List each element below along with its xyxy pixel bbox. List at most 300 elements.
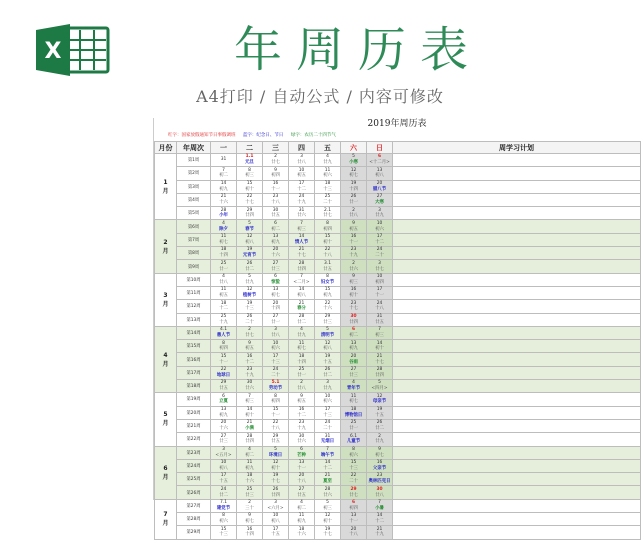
day-lunar: 夏至 <box>323 479 332 485</box>
day-lunar: 除夕 <box>219 226 228 232</box>
day-date: 18 <box>324 180 331 186</box>
col-wed: 三 <box>263 142 289 154</box>
day-date: 6.1 <box>350 433 357 439</box>
day-lunar: 十八 <box>271 200 280 206</box>
day-date: 11 <box>220 287 227 293</box>
plan-cell[interactable] <box>393 167 641 180</box>
day-cell <box>367 406 393 419</box>
day-date: 24 <box>376 247 383 253</box>
calendar-sheet <box>153 118 640 538</box>
day-lunar: 初三 <box>245 173 254 179</box>
day-date: 5 <box>352 154 355 160</box>
table-row <box>155 526 641 539</box>
day-date: 28 <box>324 486 331 492</box>
day-lunar: 初五 <box>219 293 228 299</box>
sheet-title: 2019年周历表 <box>367 119 427 129</box>
plan-cell[interactable] <box>393 193 641 206</box>
day-lunar: 初十 <box>375 346 384 352</box>
day-date: 10 <box>272 513 279 519</box>
plan-cell[interactable] <box>393 260 641 273</box>
day-date: 22 <box>246 194 253 200</box>
day-date: 5 <box>378 380 381 386</box>
day-cell <box>237 513 263 526</box>
day-cell <box>315 406 341 419</box>
day-date: 30 <box>350 313 357 319</box>
day-cell <box>211 313 237 326</box>
day-lunar: 十八 <box>349 532 358 538</box>
day-cell <box>341 433 367 446</box>
day-lunar: 廿七 <box>271 160 280 166</box>
day-cell <box>315 207 341 220</box>
day-date: 26 <box>376 420 383 426</box>
day-cell <box>289 220 315 233</box>
day-cell <box>289 326 315 339</box>
day-cell <box>367 180 393 193</box>
day-lunar: 十二 <box>323 465 332 471</box>
day-cell <box>341 220 367 233</box>
day-date: 27 <box>220 433 227 439</box>
day-date: 16 <box>246 353 253 359</box>
day-cell <box>341 446 367 459</box>
day-lunar: 廿九 <box>375 439 384 445</box>
plan-cell[interactable] <box>393 340 641 353</box>
day-cell <box>341 419 367 432</box>
day-date: 28 <box>246 433 253 439</box>
day-cell <box>211 433 237 446</box>
day-lunar: 劳动节 <box>268 386 283 392</box>
week-number: 第11周 <box>177 286 211 299</box>
table-row <box>155 433 641 446</box>
day-date: 14 <box>376 513 383 519</box>
day-cell <box>367 513 393 526</box>
day-lunar: 廿六 <box>297 213 306 219</box>
day-date: 3 <box>378 260 381 266</box>
excel-logo-letter: X <box>44 39 62 64</box>
day-date: 22 <box>324 300 331 306</box>
plan-cell[interactable] <box>393 300 641 313</box>
day-lunar: 芒种 <box>297 452 306 458</box>
day-date: 7 <box>326 446 329 452</box>
day-cell <box>263 273 289 286</box>
plan-cell[interactable] <box>393 459 641 472</box>
day-lunar: <十二月> <box>369 160 390 166</box>
day-cell <box>367 273 393 286</box>
day-cell <box>367 207 393 220</box>
day-lunar: 廿三 <box>245 492 254 498</box>
plan-cell[interactable] <box>393 207 641 220</box>
week-number: 第15周 <box>177 340 211 353</box>
day-cell <box>367 419 393 432</box>
day-lunar: 二十 <box>323 426 332 432</box>
day-cell <box>367 433 393 446</box>
day-cell <box>341 499 367 512</box>
week-number: 第20周 <box>177 406 211 419</box>
day-date: 17 <box>376 234 383 240</box>
day-cell <box>237 353 263 366</box>
week-number: 第23周 <box>177 446 211 459</box>
day-cell <box>263 459 289 472</box>
day-date: 5 <box>248 220 251 226</box>
day-lunar: 十四 <box>271 306 280 312</box>
day-cell <box>263 286 289 299</box>
plan-cell[interactable] <box>393 433 641 446</box>
day-lunar: 奥林匹克日 <box>368 479 391 485</box>
table-row <box>155 473 641 486</box>
day-lunar: 廿七 <box>375 266 384 272</box>
day-date: 31 <box>298 207 305 213</box>
week-number: 第16周 <box>177 353 211 366</box>
day-date: 13 <box>350 340 357 346</box>
day-lunar: 十五 <box>219 479 228 485</box>
day-lunar: 十九 <box>375 532 384 538</box>
day-cell <box>367 154 393 167</box>
day-cell <box>237 260 263 273</box>
plan-cell[interactable] <box>393 499 641 512</box>
day-cell <box>211 459 237 472</box>
day-date: 3.1 <box>324 260 331 266</box>
month-cell: 6 月 <box>155 446 177 499</box>
day-date: 14 <box>324 460 331 466</box>
day-lunar: 廿一 <box>297 372 306 378</box>
day-date: 21 <box>376 526 383 532</box>
day-date: 9 <box>352 220 355 226</box>
plan-cell[interactable] <box>393 233 641 246</box>
table-row <box>155 459 641 472</box>
month-cell: 1 月 <box>155 154 177 220</box>
day-lunar: 初三 <box>349 279 358 285</box>
day-lunar: 廿二 <box>219 492 228 498</box>
day-date: 14 <box>298 287 305 293</box>
day-date: 12 <box>324 513 331 519</box>
day-lunar: 廿九 <box>297 333 306 338</box>
table-row <box>155 313 641 326</box>
day-lunar: 廿七 <box>349 492 358 498</box>
day-lunar: 廿三 <box>271 266 280 272</box>
day-date: 8 <box>326 220 329 226</box>
day-date: 19 <box>272 473 279 479</box>
day-date: 21 <box>246 420 253 426</box>
day-cell <box>263 193 289 206</box>
day-date: 1.1 <box>245 154 254 160</box>
day-lunar: 初十 <box>323 239 332 245</box>
day-cell <box>367 353 393 366</box>
day-lunar: 初二 <box>245 452 254 458</box>
plan-cell[interactable] <box>393 526 641 539</box>
day-date: 19 <box>324 353 331 359</box>
day-cell <box>237 526 263 539</box>
day-date: 13 <box>376 167 383 173</box>
col-mon: 一 <box>211 142 237 154</box>
day-date: 5.1 <box>271 380 280 386</box>
day-cell <box>263 300 289 313</box>
day-cell <box>341 486 367 499</box>
day-date: 2 <box>274 154 277 160</box>
day-cell <box>315 380 341 393</box>
day-cell <box>341 313 367 326</box>
day-date: 6 <box>222 393 225 399</box>
plan-cell[interactable] <box>393 286 641 299</box>
day-cell <box>211 340 237 353</box>
day-date: 30 <box>298 433 305 439</box>
day-cell <box>237 499 263 512</box>
day-lunar: 廿九 <box>323 386 332 392</box>
day-lunar: 廿二 <box>323 372 332 378</box>
day-date: 22 <box>350 473 357 479</box>
day-cell <box>237 419 263 432</box>
day-date: 6 <box>377 154 382 160</box>
day-date: 19 <box>246 247 253 253</box>
week-number: 第8周 <box>177 247 211 260</box>
day-lunar: 二十 <box>245 319 254 325</box>
plan-cell[interactable] <box>393 220 641 233</box>
day-lunar: 十三 <box>219 532 228 538</box>
day-lunar: 十四 <box>349 186 358 192</box>
day-lunar: 廿九 <box>375 213 384 219</box>
plan-cell[interactable] <box>393 486 641 499</box>
plan-cell[interactable] <box>393 406 641 419</box>
day-cell <box>315 366 341 379</box>
plan-cell[interactable] <box>393 154 641 167</box>
day-cell <box>237 393 263 406</box>
day-date: 18 <box>220 247 227 253</box>
day-date: 6 <box>274 220 277 226</box>
day-lunar: 廿六 <box>245 386 254 392</box>
day-date: 15 <box>324 234 331 240</box>
day-date: 20 <box>272 300 279 306</box>
day-cell <box>289 300 315 313</box>
day-date: 17 <box>272 353 279 359</box>
day-lunar: 腊八节 <box>372 186 387 192</box>
plan-cell[interactable] <box>393 353 641 366</box>
day-date: 14 <box>220 180 227 186</box>
day-lunar: 初九 <box>271 239 280 245</box>
col-tue: 二 <box>237 142 263 154</box>
day-cell <box>263 499 289 512</box>
day-date: 21 <box>376 353 383 359</box>
day-date: 21 <box>324 473 331 479</box>
day-date: 4 <box>222 220 225 226</box>
day-cell <box>289 273 315 286</box>
plan-cell[interactable] <box>393 513 641 526</box>
day-date: 27 <box>298 486 305 492</box>
day-date: 13 <box>298 460 305 466</box>
day-date: 17 <box>376 287 383 293</box>
plan-cell[interactable] <box>393 380 641 393</box>
week-number: 第26周 <box>177 486 211 499</box>
month-cell: 3 月 <box>155 273 177 326</box>
day-lunar: 初七 <box>271 293 280 299</box>
day-date: 29 <box>220 380 227 386</box>
day-lunar: 十八 <box>323 253 332 259</box>
day-date: 16 <box>298 406 305 412</box>
day-date: 19 <box>246 300 253 306</box>
day-date: 31 <box>324 433 331 439</box>
plan-cell[interactable] <box>393 473 641 486</box>
day-lunar: 小年 <box>219 213 228 219</box>
day-cell <box>289 433 315 446</box>
plan-cell[interactable] <box>393 247 641 260</box>
day-cell <box>289 473 315 486</box>
day-date: 6 <box>274 274 277 280</box>
day-cell <box>263 154 289 167</box>
day-date: 14 <box>298 234 305 240</box>
day-lunar: 廿九 <box>323 160 332 166</box>
day-date: 6 <box>300 446 303 452</box>
day-lunar: <二月> <box>293 279 310 285</box>
day-lunar: 十八 <box>375 306 384 312</box>
day-date: 16 <box>350 234 357 240</box>
day-lunar: 小暑 <box>375 505 384 511</box>
day-cell <box>315 193 341 206</box>
plan-cell[interactable] <box>393 273 641 286</box>
week-number: 第13周 <box>177 313 211 326</box>
day-date: 27 <box>272 313 279 319</box>
day-lunar: 十五 <box>323 359 332 365</box>
day-lunar: 环境日 <box>268 452 283 458</box>
day-lunar: 廿六 <box>297 439 306 445</box>
day-cell <box>289 459 315 472</box>
day-cell <box>315 326 341 339</box>
day-cell <box>341 459 367 472</box>
day-lunar: 元宵节 <box>242 253 257 259</box>
day-date: 8 <box>352 446 355 452</box>
day-cell <box>367 260 393 273</box>
day-lunar: 十九 <box>297 200 306 206</box>
day-lunar: 初五 <box>245 346 254 352</box>
day-date: 11 <box>324 167 331 173</box>
day-lunar: 春节 <box>245 226 254 232</box>
calendar-table <box>154 141 641 540</box>
day-cell <box>341 513 367 526</box>
day-date: 2 <box>378 433 381 439</box>
day-cell <box>263 353 289 366</box>
day-date: 15 <box>324 287 331 293</box>
day-date: 12 <box>350 167 357 173</box>
plan-cell[interactable] <box>393 446 641 459</box>
day-lunar: 二十 <box>323 200 332 206</box>
plan-cell[interactable] <box>393 419 641 432</box>
day-cell <box>341 154 367 167</box>
day-date: 26 <box>350 194 357 200</box>
day-lunar: 母亲节 <box>372 399 387 405</box>
day-cell <box>289 340 315 353</box>
day-lunar: 十五 <box>375 412 384 418</box>
day-cell <box>289 286 315 299</box>
week-number: 第21周 <box>177 419 211 432</box>
day-lunar: 元旦 <box>245 160 254 166</box>
day-lunar: 十九 <box>349 253 358 259</box>
day-lunar: 十一 <box>271 412 280 418</box>
day-lunar: 廿五 <box>323 266 332 272</box>
day-lunar: 廿四 <box>245 439 254 445</box>
day-lunar: 初二 <box>349 333 358 338</box>
day-date: 11 <box>350 393 357 399</box>
day-date: 10 <box>220 460 227 466</box>
day-cell <box>341 526 367 539</box>
day-date: 18 <box>246 473 253 479</box>
day-cell <box>211 486 237 499</box>
table-row <box>155 154 641 167</box>
day-cell <box>237 300 263 313</box>
day-cell <box>367 193 393 206</box>
day-date: 20 <box>272 247 279 253</box>
day-date: 8 <box>222 340 225 346</box>
day-cell <box>237 273 263 286</box>
legend-red: 红字：国家放假通知节日事假调班 <box>168 133 236 138</box>
day-lunar: 十二 <box>375 519 384 525</box>
week-number: 第1周 <box>177 154 211 167</box>
day-lunar: 初六 <box>323 173 332 179</box>
plan-cell[interactable] <box>393 326 641 339</box>
day-cell <box>315 286 341 299</box>
week-number: 第14周 <box>177 326 211 339</box>
day-date: 9 <box>248 513 251 519</box>
day-cell <box>211 247 237 260</box>
table-row <box>155 326 641 339</box>
day-date: 16 <box>246 526 253 532</box>
plan-cell[interactable] <box>393 393 641 406</box>
day-lunar: 初七 <box>349 173 358 179</box>
day-cell <box>237 459 263 472</box>
day-date: 27 <box>350 367 357 373</box>
day-cell <box>315 300 341 313</box>
plan-cell[interactable] <box>393 180 641 193</box>
day-date: 29 <box>272 433 279 439</box>
day-cell <box>315 167 341 180</box>
day-cell <box>367 220 393 233</box>
day-cell <box>263 340 289 353</box>
day-lunar: 廿一 <box>349 200 358 206</box>
day-cell <box>341 286 367 299</box>
day-date: 4 <box>352 380 355 386</box>
day-cell <box>289 233 315 246</box>
week-number: 第3周 <box>177 180 211 193</box>
plan-cell[interactable] <box>393 366 641 379</box>
day-cell <box>263 233 289 246</box>
day-cell <box>263 486 289 499</box>
day-cell <box>341 193 367 206</box>
day-cell <box>237 233 263 246</box>
week-number: 第24周 <box>177 459 211 472</box>
day-date: 13 <box>272 287 279 293</box>
day-date: 26 <box>246 260 253 266</box>
week-number: 第10周 <box>177 273 211 286</box>
table-row <box>155 260 641 273</box>
day-date: 12 <box>246 234 253 240</box>
day-date: 19 <box>324 526 331 532</box>
day-lunar: 十七 <box>271 479 280 485</box>
table-row <box>155 513 641 526</box>
day-date: 3 <box>378 207 381 213</box>
day-lunar: 十六 <box>219 426 228 432</box>
day-cell <box>315 486 341 499</box>
day-date: 22 <box>220 367 227 373</box>
day-cell <box>367 167 393 180</box>
week-number: 第17周 <box>177 366 211 379</box>
day-date: 10 <box>298 167 305 173</box>
day-cell <box>211 193 237 206</box>
day-lunar: 十七 <box>245 200 254 206</box>
day-cell <box>237 193 263 206</box>
day-date: 31 <box>376 313 383 319</box>
day-lunar: 初九 <box>349 346 358 352</box>
plan-cell[interactable] <box>393 313 641 326</box>
day-date: 5 <box>326 500 329 506</box>
day-cell <box>315 313 341 326</box>
day-lunar: 十三 <box>323 186 332 192</box>
day-cell <box>315 220 341 233</box>
day-lunar: 谷雨 <box>349 359 358 365</box>
